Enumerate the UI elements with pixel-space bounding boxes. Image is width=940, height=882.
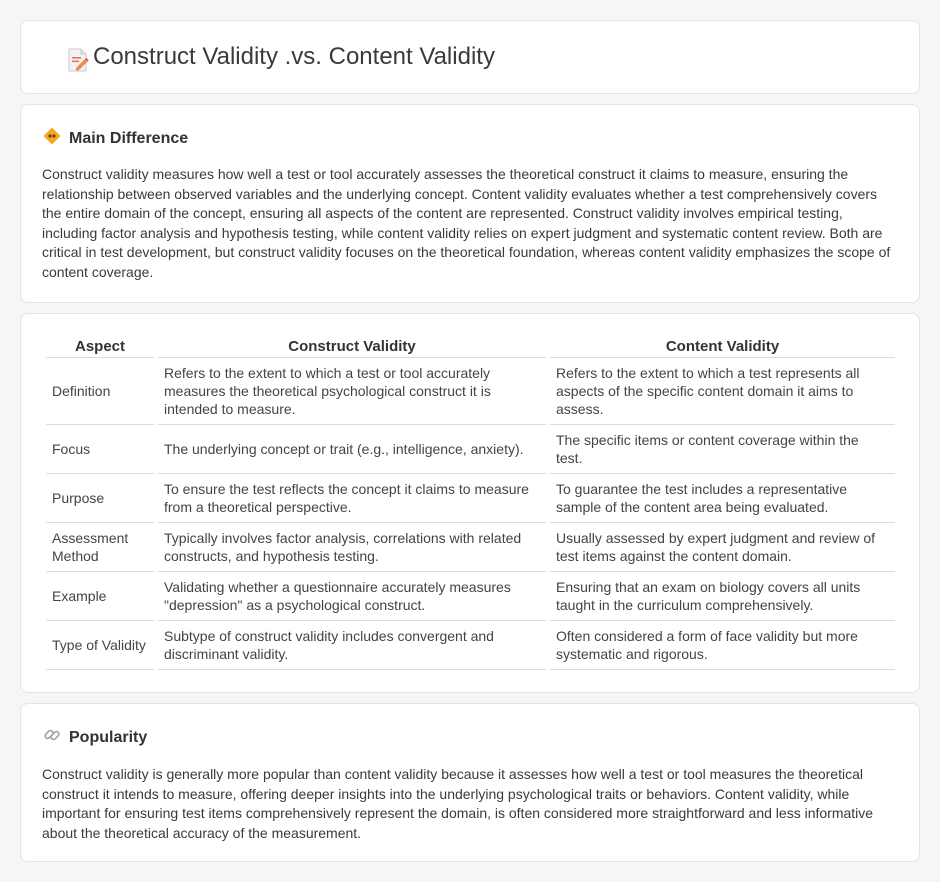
main-difference-title: Main Difference bbox=[69, 129, 189, 147]
row-content: Ensuring that an exam on biology covers all units taught in the curriculum comprehensively. bbox=[550, 572, 895, 621]
row-content: Usually assessed by expert judgment and review of test items against the content domain. bbox=[550, 523, 895, 572]
row-construct: Subtype of construct validity includes convergent and discriminant validity. bbox=[158, 621, 546, 670]
header-aspect: Aspect bbox=[46, 334, 154, 358]
row-content: Refers to the extent to which a test represents all aspects of the specific content domain it aims to assess. bbox=[550, 358, 895, 425]
header-card bbox=[20, 20, 920, 94]
link-icon bbox=[43, 726, 61, 749]
row-aspect: Example bbox=[46, 572, 154, 621]
row-construct: Refers to the extent to which a test or tool accurately measures the theoretical psychological construct it is intended to measure. bbox=[158, 358, 546, 425]
row-aspect: Definition bbox=[46, 358, 154, 425]
row-construct: Typically involves factor analysis, correlations with related constructs, and hypothesis testing. bbox=[158, 523, 546, 572]
row-content: To guarantee the test includes a representative sample of the content area being evaluated. bbox=[550, 474, 895, 523]
popularity-title: Popularity bbox=[69, 728, 148, 746]
document-edit-icon bbox=[67, 48, 89, 72]
table-row bbox=[46, 474, 895, 523]
header-construct-validity: Construct Validity bbox=[158, 334, 546, 358]
main-difference-text: Construct validity measures how well a test or tool accurately assesses the theoretical construct it claims to measure, ensuring the relationship between observed variables and the underlying concept. Content validity evaluates whether a test comprehensively covers the entire domain of the concept, ensuring all aspects of the content are represented. Construct validity involves empirical testing, including factor analysis and hypothesis testing, while content validity relies on expert judgment and systematic content review. Both are critical in test development, but construct validity focuses on the theoretical foundation, whereas content validity emphasizes the scope of content coverage. bbox=[42, 166, 891, 280]
table-header-row bbox=[46, 334, 895, 358]
popularity-heading bbox=[43, 726, 147, 749]
row-construct: To ensure the test reflects the concept it claims to measure from a theoretical perspective. bbox=[158, 474, 546, 523]
row-aspect: Assessment Method bbox=[46, 523, 154, 572]
table-row bbox=[46, 572, 895, 621]
table-row bbox=[46, 358, 895, 425]
table-row bbox=[46, 425, 895, 474]
diamond-icon bbox=[43, 127, 61, 150]
table-row bbox=[46, 523, 895, 572]
comparison-table-card bbox=[20, 313, 920, 693]
page-title: Construct Validity .vs. Content Validity bbox=[93, 43, 495, 70]
header-content-validity: Content Validity bbox=[550, 334, 895, 358]
row-construct: Validating whether a questionnaire accurately measures "depression" as a psychological construct. bbox=[158, 572, 546, 621]
comparison-table bbox=[42, 334, 899, 670]
popularity-card bbox=[20, 703, 920, 862]
row-construct: The underlying concept or trait (e.g., intelligence, anxiety). bbox=[158, 425, 546, 474]
main-difference-heading bbox=[43, 127, 188, 150]
row-aspect: Type of Validity bbox=[46, 621, 154, 670]
popularity-text: Construct validity is generally more popular than content validity because it assesses how well a test or tool measures the theoretical construct it intends to measure, offering deeper insights into the underlying psychological traits or behaviors. Content validity, while important for ensuring test items comprehensively represent the domain, is often considered more straightforward and less informative about the theoretical accuracy of the measurement. bbox=[42, 766, 874, 841]
main-difference-card bbox=[20, 104, 920, 303]
row-aspect: Focus bbox=[46, 425, 154, 474]
row-aspect: Purpose bbox=[46, 474, 154, 523]
row-content: Often considered a form of face validity but more systematic and rigorous. bbox=[550, 621, 895, 670]
row-content: The specific items or content coverage within the test. bbox=[550, 425, 895, 474]
table-row bbox=[46, 621, 895, 670]
